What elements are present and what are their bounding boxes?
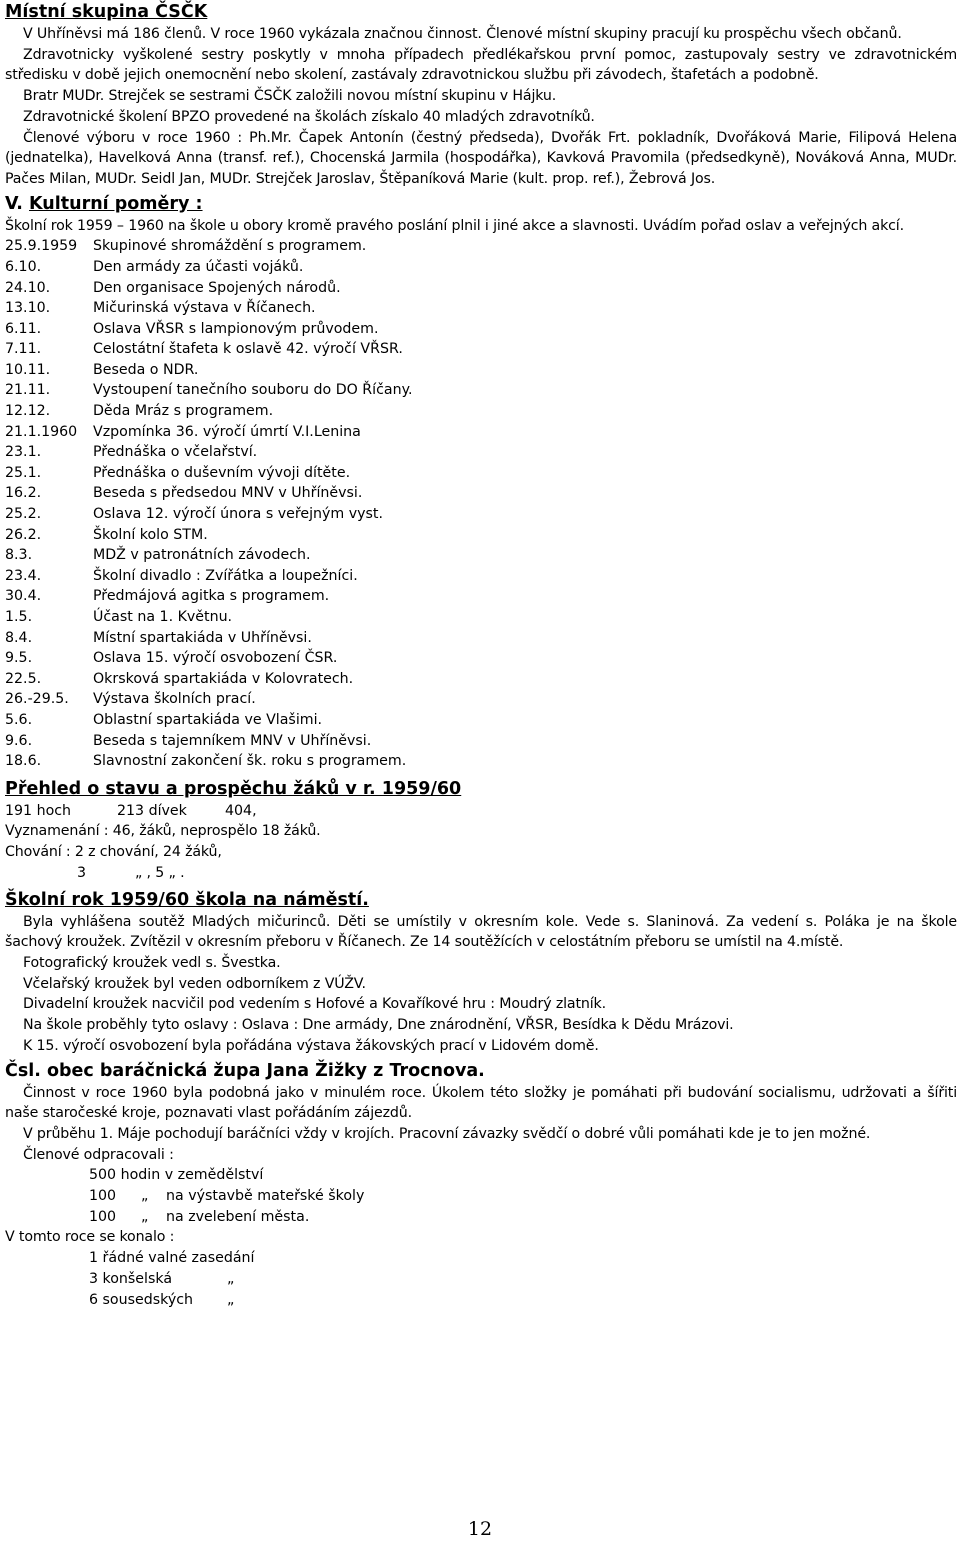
paragraph: Včelařský kroužek byl veden odborníkem z VÚŽV. — [23, 975, 366, 992]
event-row — [5, 628, 957, 649]
event-date: 23.1. — [5, 444, 42, 461]
event-row — [5, 463, 957, 484]
event-row — [5, 298, 957, 319]
meeting-row — [89, 1269, 957, 1290]
hours-list — [5, 1165, 957, 1227]
event-row — [5, 257, 957, 278]
conduct-value: 3 — [77, 864, 86, 881]
event-row — [5, 731, 957, 752]
event-row — [5, 442, 957, 463]
event-text: Výstava školních prací. — [93, 691, 256, 708]
paragraph: Zdravotnické školení BPZO provedené na školách získalo 40 mladých zdravotníků. — [23, 108, 595, 125]
paragraph: Školní rok 1959 – 1960 na škole u obory kromě pravého poslání plnil i jiné akce a slavnosti. Uvádím pořad oslav a veřejných akcí. — [5, 217, 904, 234]
event-row — [5, 525, 957, 546]
event-date: 10.11. — [5, 361, 51, 378]
event-text: Beseda o NDR. — [93, 361, 199, 378]
event-text: Vzpomínka 36. výročí úmrtí V.I.Lenina — [93, 423, 361, 440]
event-row — [5, 607, 957, 628]
paragraph: V Uhříněvsi má 186 členů. V roce 1960 vykázala značnou činnost. Členové místní skupiny pracují ku prospěchu všech občanů. — [23, 26, 902, 42]
meeting-text: 3 konšelská — [89, 1270, 173, 1287]
paragraph: Byla vyhlášena soutěž Mladých mičurinců. Děti se umístily v okresním kole. Vede s. Slaninová. Za vedení s. Poláka je na škole šachový kroužek. Zvítězil v okresním přeboru v Říčanech. Ze 14 soutěžících v celostátním přeboru se umístil na 4.místě. — [5, 913, 957, 951]
ditto-mark: „ — [141, 1188, 149, 1205]
paragraph: K 15. výročí osvobození byla pořádána výstava žákovských prací v Lidovém domě. — [23, 1037, 599, 1054]
event-text: Vystoupení tanečního souboru do DO Říčany. — [93, 382, 413, 399]
event-date: 13.10. — [5, 300, 51, 317]
event-date: 6.10. — [5, 258, 42, 275]
event-text: Místní spartakiáda v Uhříněvsi. — [93, 629, 312, 646]
event-date: 8.3. — [5, 547, 33, 564]
event-row — [5, 236, 957, 257]
section-heading-kultura — [5, 192, 957, 216]
event-row — [5, 586, 957, 607]
hours-value: 100 — [89, 1208, 117, 1225]
event-row — [5, 751, 957, 772]
event-list — [5, 236, 957, 771]
meetings-list — [5, 1248, 957, 1310]
event-text: Oslava VŘSR s lampionovým průvodem. — [93, 320, 379, 337]
event-text: Děda Mráz s programem. — [93, 403, 274, 420]
paragraph: Členové odpracovali : — [23, 1146, 174, 1163]
paragraph: Činnost v roce 1960 byla podobná jako v minulém roce. Úkolem této složky je pomáhati při budování socialismu, udržovati a šířiti naše staročeské kroje, poznavati vlast pořádáním zájezdů. — [5, 1084, 957, 1122]
event-date: 9.5. — [5, 650, 33, 667]
event-row — [5, 339, 957, 360]
section-heading-csck: Místní skupina ČSČK — [5, 2, 208, 22]
event-row — [5, 669, 957, 690]
event-text: MDŽ v patronátních závodech. — [93, 547, 311, 564]
document-page — [5, 0, 957, 1310]
event-row — [5, 545, 957, 566]
event-text: Školní kolo STM. — [93, 526, 208, 543]
ditto-mark: „ — [227, 1270, 235, 1287]
event-date: 12.12. — [5, 403, 51, 420]
paragraph: Divadelní kroužek nacvičil pod vedením s Hofové a Kovaříkové hru : Moudrý zlatník. — [23, 996, 606, 1013]
page-number: 12 — [467, 1518, 493, 1540]
pupil-counts — [5, 801, 957, 822]
event-date: 18.6. — [5, 753, 42, 770]
hours-row — [89, 1186, 957, 1207]
hours-value: 500 hodin v zemědělství — [89, 1167, 264, 1184]
event-date: 21.1.1960 — [5, 423, 78, 440]
event-date: 5.6. — [5, 711, 33, 728]
event-date: 21.11. — [5, 382, 51, 399]
event-date: 6.11. — [5, 320, 42, 337]
event-text: Mičurinská výstava v Říčanech. — [93, 300, 316, 317]
event-row — [5, 360, 957, 381]
event-text: Účast na 1. Květnu. — [93, 609, 233, 626]
conduct-line-2 — [5, 863, 957, 884]
event-row — [5, 483, 957, 504]
event-row — [5, 278, 957, 299]
event-date: 30.4. — [5, 588, 42, 605]
paragraph: V průběhu 1. Máje pochodují baráčníci vždy v krojích. Pracovní závazky svědčí o dobré vůli pomáhati kde je to jen možné. — [23, 1125, 871, 1142]
paragraph: Na škole proběhly tyto oslavy : Oslava : Dne armády, Dne znárodnění, VŘSR, Besídka k Dědu Mrázovi. — [23, 1017, 734, 1034]
meeting-row — [89, 1248, 957, 1269]
event-text: Školní divadlo : Zvířátka a loupežníci. — [93, 567, 358, 584]
event-row — [5, 401, 957, 422]
event-text: Okrsková spartakiáda v Kolovratech. — [93, 670, 354, 687]
count-total: 404, — [225, 802, 257, 819]
event-date: 24.10. — [5, 279, 51, 296]
meeting-row — [89, 1290, 957, 1311]
section-title: Kulturní poměry : — [29, 193, 203, 214]
event-text: Oslava 12. výročí února s veřejným vyst. — [93, 506, 384, 523]
event-row — [5, 648, 957, 669]
event-row — [5, 504, 957, 525]
count-boys: 191 hoch — [5, 802, 72, 819]
honors-line: Vyznamenání : 46, žáků, neprospělo 18 žáků. — [5, 823, 321, 840]
event-date: 1.5. — [5, 609, 33, 626]
hours-value: 100 — [89, 1188, 117, 1205]
paragraph: Fotografický kroužek vedl s. Švestka. — [23, 954, 281, 971]
section-heading-prehled: Přehled o stavu a prospěchu žáků v r. 1959/60 — [5, 778, 462, 799]
conduct-line: Chování : 2 z chování, 24 žáků, — [5, 844, 222, 861]
event-date: 23.4. — [5, 567, 42, 584]
event-text: Celostátní štafeta k oslavě 42. výročí VŘSR. — [93, 341, 403, 358]
event-text: Předmájová agitka s programem. — [93, 588, 330, 605]
meeting-text: 1 řádné valné zasedání — [89, 1250, 255, 1267]
event-date: 26.2. — [5, 526, 42, 543]
event-row — [5, 710, 957, 731]
hours-row — [89, 1207, 957, 1228]
event-row — [5, 319, 957, 340]
section-heading-namesti: Školní rok 1959/60 škola na náměstí. — [5, 889, 369, 910]
event-text: Přednáška o duševním vývoji dítěte. — [93, 464, 351, 481]
paragraph: Bratr MUDr. Strejček se sestrami ČSČK založili novou místní skupinu v Hájku. — [23, 88, 557, 105]
event-text: Beseda s tajemníkem MNV v Uhříněvsi. — [93, 732, 372, 749]
hours-text: na zvelebení města. — [166, 1208, 310, 1225]
event-row — [5, 689, 957, 710]
paragraph: V tomto roce se konalo : — [5, 1229, 175, 1246]
event-text: Slavnostní zakončení šk. roku s programem. — [93, 753, 407, 770]
event-row — [5, 422, 957, 443]
paragraph: Zdravotnicky vyškolené sestry poskytly v mnoha případech předlékařskou první pomoc, zastupovaly sestry ve zdravotnickém středisku v době jejich onemocnění nebo skolení, zastávaly zdravotnickou službu při závodech, štafetách a podobně. — [5, 46, 957, 84]
event-row — [5, 566, 957, 587]
count-girls: 213 dívek — [117, 802, 187, 819]
event-date: 25.9.1959 — [5, 238, 78, 255]
event-text: Oslava 15. výročí osvobození ČSR. — [93, 650, 338, 667]
event-date: 7.11. — [5, 341, 42, 358]
paragraph: Členové výboru v roce 1960 : Ph.Mr. Čapek Antonín (čestný předseda), Dvořák Frt. pokladník, Dvořáková Marie, Filipová Helena (jednatelka), Havelková Anna (transf. ref.), Chocenská Jarmila (hospodářka), Kavková Pravomila (předsedkyně), Nováková Anna, MUDr. Pačes Milan, MUDr. Seidl Jan, MUDr. Strejček Jaroslav, Štěpaníková Marie (kult. prop. ref.), Žebrová Jos. — [5, 129, 957, 187]
event-date: 26.-29.5. — [5, 691, 69, 708]
event-text: Beseda s předsedou MNV v Uhříněvsi. — [93, 485, 363, 502]
conduct-ditto: „ , 5 „ . — [135, 864, 185, 881]
event-date: 16.2. — [5, 485, 42, 502]
section-number: V. — [5, 193, 23, 214]
event-text: Oblastní spartakiáda ve Vlašimi. — [93, 711, 323, 728]
ditto-mark: „ — [141, 1208, 149, 1225]
ditto-mark: „ — [227, 1291, 235, 1308]
hours-row — [89, 1165, 957, 1186]
event-date: 9.6. — [5, 732, 33, 749]
event-date: 22.5. — [5, 670, 42, 687]
event-row — [5, 380, 957, 401]
event-date: 25.1. — [5, 464, 42, 481]
meeting-text: 6 sousedských — [89, 1291, 194, 1308]
event-text: Přednáška o včelařství. — [93, 444, 258, 461]
hours-text: na výstavbě mateřské školy — [166, 1188, 365, 1205]
section-heading-zupa: Čsl. obec baráčnická župa Jana Žižky z Trocnova. — [5, 1060, 485, 1081]
event-date: 8.4. — [5, 629, 33, 646]
event-date: 25.2. — [5, 506, 42, 523]
event-text: Den armády za účasti vojáků. — [93, 258, 304, 275]
event-text: Skupinové shromáždění s programem. — [93, 238, 367, 255]
event-text: Den organisace Spojených národů. — [93, 279, 341, 296]
